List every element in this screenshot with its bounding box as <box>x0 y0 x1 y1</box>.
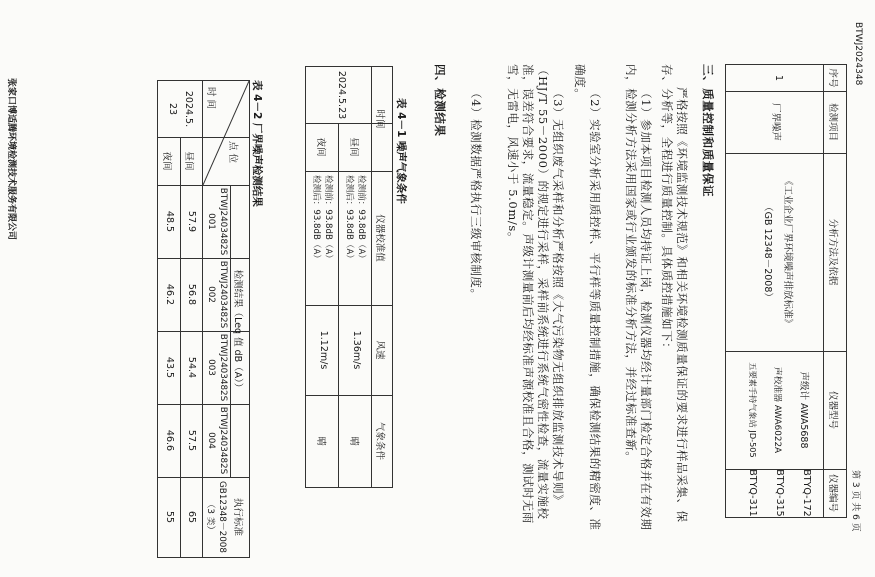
row-item: 厂界噪声 <box>770 102 781 141</box>
noise-night-value-3: 43.5 <box>164 356 175 379</box>
footer-company: 张家口博适腾环境检测技术服务有限公司 <box>6 78 16 241</box>
noise-results-table <box>157 80 250 558</box>
weather-day-cond: 晴 <box>348 436 359 446</box>
weather-header-wind: 风速 <box>374 340 385 360</box>
page-number: 第 3 页 共 6 页 <box>850 470 860 532</box>
section4-title: 四、检测结果 <box>433 64 447 137</box>
col-no-header: 序号 <box>827 68 838 88</box>
noise-day-value-1: 57.9 <box>186 210 197 233</box>
section3-p5: （4）检测数据严格执行三级审核制度。 <box>469 87 483 301</box>
noise-caption: 表 4－2 厂界噪声检测结果 <box>251 80 263 207</box>
id-1: BTYQ-172 <box>801 469 812 517</box>
weather-caption: 表 4－1 噪声气象条件 <box>395 98 407 204</box>
noise-day-limit: 65 <box>186 510 197 524</box>
equipment-table <box>725 64 847 518</box>
noise-night-limit: 55 <box>164 510 175 524</box>
noise-header-standard: 执行标准 <box>232 497 243 536</box>
weather-night-wind: 1.12m/s <box>318 330 329 370</box>
model-3: 五要素手持气象站 JD-505 <box>748 362 758 458</box>
noise-night-period: 夜间 <box>161 151 172 171</box>
weather-night-calib-before: 检测前：93.8dB（A） <box>323 175 333 263</box>
noise-date-line1: 2024.5. <box>183 90 194 128</box>
col-method-header: 分析方法及依据 <box>827 218 838 286</box>
noise-night-value-4: 46.6 <box>164 429 175 452</box>
section3-p3: （2）实验室分析采用质控样、平行样等质量控制措施，确保检测结果的精密度、准确度。 <box>573 64 602 531</box>
noise-header-point: 点 位 <box>227 141 238 164</box>
point-3-code: BTWJ2403482S <box>218 333 228 402</box>
point-1-no: 001 <box>206 213 216 230</box>
noise-day-value-3: 54.4 <box>186 356 197 379</box>
noise-date-line2: 23 <box>167 102 178 116</box>
id-3: BTYQ-311 <box>747 469 758 517</box>
noise-header-time: 时 间 <box>205 87 216 110</box>
weather-day-calib-before: 检测前：93.8dB（A） <box>356 175 366 263</box>
noise-day-value-2: 56.8 <box>186 283 197 306</box>
noise-day-period: 昼间 <box>183 151 194 171</box>
noise-day-value-4: 57.5 <box>186 429 197 452</box>
model-2: 声校准器 AWA6022A <box>772 366 782 454</box>
row-method-line1: 《工业企业厂界环境噪声排放标准》 <box>782 175 793 328</box>
report-number: BTWJ2024348 <box>853 22 863 86</box>
weather-date: 2024.5.23 <box>336 70 347 120</box>
weather-night-calib-after: 检测后：93.8dB（A） <box>311 175 321 263</box>
noise-header-result: 检测结果（Leq 值 dB（A）） <box>232 269 243 393</box>
noise-night-value-1: 48.5 <box>164 210 175 233</box>
weather-header-time: 时间 <box>374 109 385 129</box>
noise-standard-detail-1: GB12348－2008 <box>217 480 227 554</box>
point-2-code: BTWJ2403482S <box>218 260 228 329</box>
col-id-header: 仪器编号 <box>827 473 838 512</box>
weather-day-period: 昼间 <box>348 137 359 157</box>
model-1: 声级计 AWA5688 <box>798 371 809 449</box>
section3-title: 三、质量控制和质量保证 <box>701 64 715 198</box>
weather-night-cond: 晴 <box>315 436 326 446</box>
row-no: 1 <box>773 74 784 82</box>
point-1-code: BTWJ2403482S <box>218 187 228 256</box>
weather-table <box>305 66 393 488</box>
id-2: BTYQ-315 <box>774 469 785 517</box>
row-method-line2: （GB 12348－2008） <box>762 202 773 302</box>
point-2-no: 002 <box>206 286 216 303</box>
weather-header-calib: 仪器校准值 <box>374 214 385 262</box>
section3-p1: 严格按照《环境监测技术规范》和相关环境检测质量保证的要求进行样品采集、保存、分析等，全程进行质量控制。具体质控措施如下： <box>660 64 689 523</box>
point-4-no: 004 <box>206 432 216 449</box>
weather-day-wind: 1.36m/s <box>351 330 362 370</box>
point-3-no: 003 <box>206 359 216 376</box>
weather-header-cond: 气象条件 <box>374 421 385 460</box>
col-item-header: 检测项目 <box>827 102 838 141</box>
section3-p2: （1）参加本项目检测人员均持证上岗，检测仪器均经计量部门检定合格并在有效期内，检测分析方法采用国家或行业颁发的标准分析方法，并经过标准查新。 <box>624 64 653 531</box>
section3-p4: （3）无组织废气采样和分析严格按照《大气污染物无组织排放监测技术导则》（HJ/T 55－2000）的规定进行采样，采样前系统进行系统气密性检查，流量实施校准，误差符合要求，流量稳定。声级计测量前后均经标准声源校准且合格，测试时无雨雪，无雷电，风速小于 5.0m/s。 <box>506 64 565 524</box>
noise-night-value-2: 46.2 <box>164 283 175 306</box>
weather-night-period: 夜间 <box>315 137 326 157</box>
noise-standard-detail-2: （3 类） <box>205 499 215 535</box>
col-model-header: 仪器型号 <box>827 390 838 429</box>
weather-day-calib-after: 检测后：93.8dB（A） <box>344 175 354 263</box>
point-4-code: BTWJ2403482S <box>218 406 228 475</box>
